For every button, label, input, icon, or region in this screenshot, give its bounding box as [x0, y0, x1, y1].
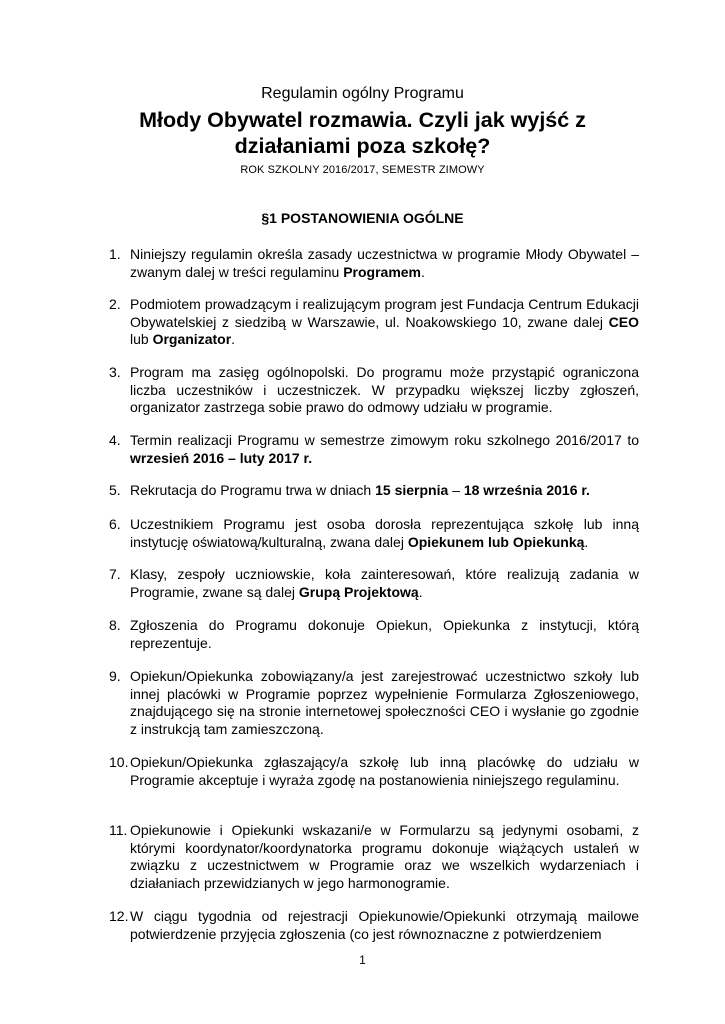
list-item-text	[130, 822, 639, 892]
list-item-text	[130, 516, 639, 551]
list-item-text	[130, 482, 639, 500]
text-run: .	[421, 263, 425, 280]
document-title	[0, 107, 725, 159]
document-subtitle: Regulamin ogólny Programu	[261, 85, 464, 102]
bold-term: Opiekunem lub Opiekunką	[407, 533, 585, 550]
list-item-number: 12.	[109, 908, 129, 924]
page-number: 1	[359, 953, 366, 967]
text-run: Program ma zasięg ogólnopolski. Do programu może przystąpić ograniczona liczba uczestników i uczestniczek. W przypadku większej liczby zgłoszeń, organizator zastrzega sobie prawo do odmowy udziału w programie.	[130, 364, 639, 416]
text-run: Klasy, zespoły uczniowskie, koła zainteresowań, które realizują zadania w Programie, zwane są dalej	[130, 566, 639, 600]
text-run: Zgłoszenia do Programu dokonuje Opiekun, Opiekunka z instytucji, którą reprezentuje.	[130, 617, 639, 651]
text-run: lub	[130, 331, 153, 348]
list-item-text	[130, 566, 639, 601]
list-item-number: 11.	[109, 822, 128, 838]
list-item-text	[130, 908, 639, 943]
list-item-text	[130, 246, 639, 281]
text-run: Uczestnikiem Programu jest osoba dorosła reprezentująca szkołę lub inną instytucję oświatową/kulturalną, zwana dalej	[130, 516, 639, 550]
text-run: Opiekun/Opiekunka zobowiązany/a jest zarejestrować uczestnictwo szkoły lub innej placówki w Programie poprzez wypełnienie Formularza Zgłoszeniowego, znajdującego się na stronie internetowej społeczności CEO i wysłanie go zgodnie z instrukcją tam zamieszczoną.	[130, 668, 639, 737]
list-item-number: 4.	[109, 432, 121, 448]
text-run: .	[418, 583, 423, 600]
list-item-text	[130, 617, 639, 652]
list-item-number: 8.	[109, 617, 121, 633]
list-item-number: 7.	[109, 566, 121, 582]
text-run: .	[584, 533, 589, 550]
text-run: W ciągu tygodnia od rejestracji Opiekunowie/Opiekunki otrzymają mailowe potwierdzenie przyjęcia zgłoszenia (co jest równoznaczne z potwierdzeniem	[130, 908, 639, 942]
bold-term: 18 września 2016 r.	[463, 482, 590, 498]
list-item-number: 5.	[109, 482, 121, 498]
document-title-line-1: Młody Obywatel rozmawia. Czyli jak wyjść z	[139, 108, 586, 132]
text-run: Opiekun/Opiekunka zgłaszający/a szkołę lub inną placówkę do udziału w Programie akceptuje i wyraża zgodę na postanowienia niniejszego regulaminu.	[130, 754, 639, 788]
list-item-text	[130, 364, 639, 417]
document-header	[0, 84, 725, 177]
list-item-number: 1.	[109, 246, 121, 262]
list-item-text	[130, 432, 639, 467]
text-run: Rekrutacja do Programu trwa w dniach	[130, 482, 376, 498]
school-year-term: ROK SZKOLNY 2016/2017, SEMESTR ZIMOWY	[240, 164, 485, 176]
text-run: Podmiotem prowadzącym i realizującym program jest Fundacja Centrum Edukacji Obywatelskiej z siedzibą w Warszawie, ul. Noakowskiego 10, zwane dalej	[130, 296, 639, 330]
bold-term: Organizator	[152, 331, 232, 348]
list-item-number: 2.	[109, 296, 121, 312]
bold-term: 15 sierpnia	[375, 482, 449, 498]
list-item-text	[130, 754, 639, 789]
list-item-number: 3.	[109, 364, 121, 380]
section-heading: §1 POSTANOWIENIA OGÓLNE	[261, 210, 464, 226]
text-run: Termin realizacji Programu w semestrze zimowym roku szkolnego 2016/2017 to	[130, 432, 639, 448]
list-item-number: 9.	[109, 668, 121, 684]
bold-term: CEO	[608, 313, 639, 330]
text-run: –	[448, 482, 464, 498]
document-title-line-2: działaniami poza szkołę?	[234, 134, 491, 158]
text-run: Opiekunowie i Opiekunki wskazani/e w Formularzu są jedynymi osobami, z którymi koordynator/koordynatorka programu dokonuje wiążących ustaleń w związku z uczestnictwem w Programie oraz we wszelkich wydarzeniach i działaniach przewidzianych w jego harmonogramie.	[130, 822, 639, 891]
list-item-number: 6.	[109, 516, 121, 532]
list-item-text	[130, 296, 639, 349]
bold-term: Grupą Projektową	[298, 583, 419, 600]
list-item-text	[130, 668, 639, 738]
list-item-number: 10.	[109, 754, 129, 770]
bold-term: Programem	[343, 263, 422, 280]
bold-term: wrzesień 2016 – luty 2017 r.	[130, 449, 313, 466]
text-run: Niniejszy regulamin określa zasady uczestnictwa w programie Młody Obywatel – zwanym dalej w treści regulaminu	[130, 246, 639, 280]
text-run: .	[231, 331, 236, 348]
